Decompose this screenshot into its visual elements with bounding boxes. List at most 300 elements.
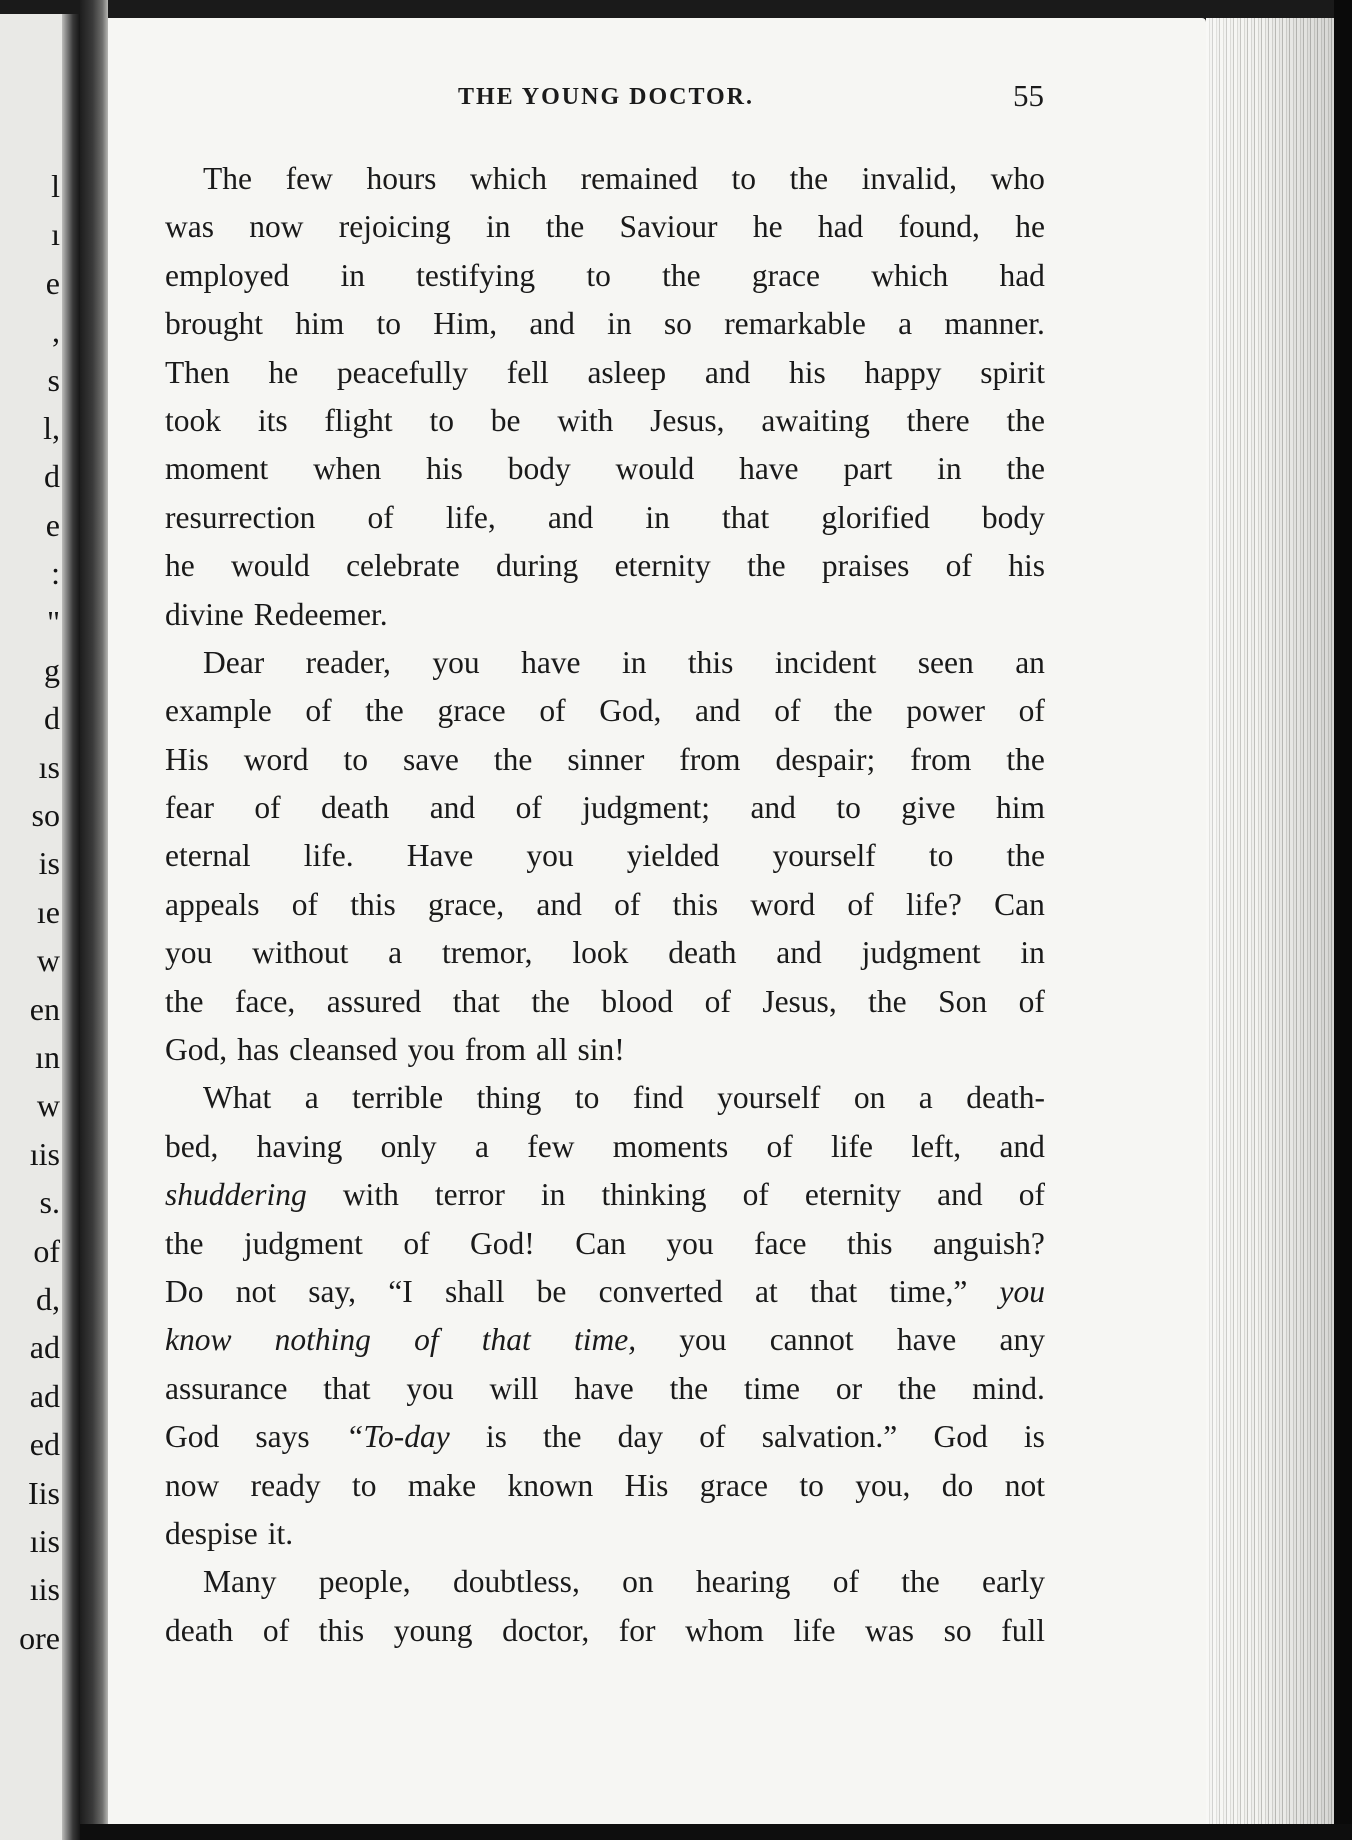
word: when (313, 451, 382, 487)
word: had (999, 257, 1045, 293)
word: rejoicing (338, 209, 451, 245)
word: judgment (861, 935, 981, 971)
word: God! (470, 1225, 535, 1261)
word: Can (575, 1225, 626, 1261)
text-line (165, 1074, 1045, 1122)
word: the (1006, 451, 1045, 487)
facing-fragment: ı (51, 216, 60, 253)
word: you, (855, 1467, 911, 1503)
word: from (464, 1032, 527, 1068)
text-line (165, 1220, 1045, 1268)
word: time, (573, 1322, 637, 1358)
word: he (268, 354, 299, 390)
word: of (766, 1128, 793, 1164)
word: of (832, 1564, 859, 1600)
word: doubtless, (452, 1564, 580, 1600)
word: in (937, 451, 962, 487)
facing-fragment: ın (35, 1039, 60, 1076)
word: to (731, 161, 756, 196)
word: full (1001, 1612, 1045, 1648)
word: eternal (165, 838, 251, 874)
text-line (165, 1171, 1045, 1219)
word: of (414, 1322, 439, 1358)
word: the (868, 983, 907, 1019)
scanner-bottom-edge (80, 1824, 1352, 1840)
word: that (323, 1370, 371, 1406)
word: Have (406, 838, 474, 874)
facing-fragment: of (33, 1232, 60, 1269)
word: people, (318, 1564, 411, 1600)
word: seen (917, 644, 974, 680)
word: be (490, 402, 521, 438)
word: which (871, 257, 949, 293)
word: the (1006, 838, 1045, 874)
word: moment (165, 451, 269, 487)
facing-page (0, 14, 80, 1840)
scanner-edge (1334, 0, 1352, 1840)
word: and (529, 306, 575, 342)
word: you (999, 1273, 1045, 1309)
word: from (910, 741, 972, 777)
word: flight (324, 402, 393, 438)
word: in (340, 257, 365, 293)
word: save (402, 741, 459, 777)
word: says (255, 1419, 310, 1455)
word: grace (699, 1467, 768, 1503)
word: during (496, 548, 579, 584)
word: Son (938, 983, 988, 1019)
word: you (666, 1225, 714, 1261)
facing-fragment: g (44, 651, 60, 688)
word: and (704, 354, 751, 390)
word: the (531, 983, 570, 1019)
word: him (995, 790, 1045, 826)
running-title: THE YOUNG DOCTOR. (457, 84, 755, 110)
text-line (165, 1365, 1045, 1413)
paragraph (165, 1074, 1045, 1558)
facing-fragment: ıs (38, 748, 60, 785)
word: bed, (165, 1128, 219, 1164)
word: his (426, 451, 463, 487)
word: his (789, 354, 826, 390)
word: that (722, 499, 770, 535)
word: whom (685, 1612, 764, 1648)
word: on (622, 1564, 654, 1600)
word: this (672, 886, 719, 922)
text-line (165, 1510, 1045, 1558)
word: he (165, 548, 195, 584)
word: and (937, 1177, 983, 1213)
word: yielded (626, 838, 720, 874)
word: the (1006, 741, 1045, 777)
word: death (668, 935, 737, 971)
word: the (365, 693, 404, 729)
word: you (526, 838, 574, 874)
word: few (285, 161, 333, 196)
word: of (305, 693, 332, 729)
text-line (165, 1462, 1045, 1510)
facing-fragment: d, (36, 1280, 60, 1317)
word: appeals (165, 886, 260, 922)
word: life? (905, 886, 962, 922)
word: thing (476, 1080, 542, 1116)
word: have (896, 1322, 957, 1358)
word: hours (366, 161, 437, 196)
word: divine (165, 596, 244, 632)
word: of (704, 983, 731, 1019)
word: manner. (944, 306, 1045, 342)
word: His (165, 741, 209, 777)
word: to (376, 306, 402, 342)
facing-fragment: is (38, 845, 60, 882)
word: on (853, 1080, 886, 1116)
word: assurance (165, 1370, 288, 1406)
word: judgment; (582, 790, 711, 826)
word: that (481, 1322, 531, 1358)
word: sinner (567, 741, 645, 777)
facing-fragment: w (36, 942, 60, 979)
facing-fragment: e (45, 506, 60, 543)
word: terror (434, 1177, 505, 1213)
word: in (645, 499, 670, 535)
word: of (847, 886, 874, 922)
facing-fragment: ıe (36, 893, 60, 930)
word: body (981, 499, 1045, 535)
word: to (429, 402, 454, 438)
word: now (165, 1467, 220, 1503)
word: and (695, 693, 741, 729)
word: remarkable (724, 306, 866, 342)
word: or (835, 1370, 863, 1406)
word: there (906, 402, 970, 438)
word: do (941, 1467, 974, 1503)
word: who (990, 161, 1045, 196)
word: sin! (577, 1032, 625, 1068)
word: give (901, 790, 956, 826)
word: of (1018, 693, 1045, 729)
facing-fragment: : (51, 555, 60, 592)
word: to (928, 838, 954, 874)
word: so (943, 1612, 972, 1648)
word: now (249, 209, 304, 245)
word: death (321, 790, 390, 826)
word: of (367, 499, 394, 535)
word: having (256, 1128, 343, 1164)
running-head (168, 78, 1044, 118)
word: the (834, 693, 873, 729)
word: of (403, 1225, 430, 1261)
word: nothing (274, 1322, 371, 1358)
word: power (906, 693, 985, 729)
word: early (982, 1564, 1045, 1600)
word: that (809, 1273, 858, 1309)
word: with (557, 402, 614, 438)
word: “I (388, 1273, 413, 1309)
word: life (831, 1128, 874, 1164)
word: remained (580, 161, 698, 196)
word: yourself (772, 838, 876, 874)
text-line (165, 445, 1045, 493)
word: found, (898, 209, 980, 245)
word: the (545, 209, 585, 245)
word: in (540, 1177, 566, 1213)
word: be (536, 1273, 567, 1309)
word: face, (234, 983, 296, 1019)
word: ready (250, 1467, 321, 1503)
word: from (679, 741, 741, 777)
word: peacefully (336, 354, 469, 390)
word: you (679, 1322, 727, 1358)
word: anguish? (932, 1225, 1045, 1261)
word: know (165, 1322, 232, 1358)
word: Redeemer. (253, 596, 388, 632)
word: God (165, 1419, 220, 1455)
word: terrible (352, 1080, 444, 1116)
facing-fragment: ed (29, 1426, 60, 1463)
word: of (539, 693, 566, 729)
word: life (793, 1612, 836, 1648)
word: this (350, 886, 396, 922)
word: and (536, 886, 582, 922)
word: its (257, 402, 288, 438)
word: you (406, 1370, 454, 1406)
word: salvation.” (761, 1419, 898, 1455)
word: will (489, 1370, 539, 1406)
word: hearing (695, 1564, 791, 1600)
text-line (165, 929, 1045, 977)
word: to (351, 1467, 377, 1503)
word: face (754, 1225, 807, 1261)
word: tremor, (441, 935, 533, 971)
word: look (572, 935, 629, 971)
word: not (1004, 1467, 1045, 1503)
text-line (165, 687, 1045, 735)
word: to (343, 741, 368, 777)
word: Saviour (619, 209, 718, 245)
word: judgment (243, 1225, 363, 1261)
word: body (507, 451, 571, 487)
text-line (165, 1123, 1045, 1171)
text-line (165, 591, 1045, 639)
word: have (574, 1370, 634, 1406)
text-line (165, 252, 1045, 300)
word: reader, (305, 644, 391, 680)
facing-fragment: ore (19, 1619, 60, 1656)
word: of (254, 790, 281, 826)
word: for (618, 1612, 656, 1648)
paragraph (165, 155, 1045, 639)
text-line (165, 494, 1045, 542)
word: fear (165, 790, 214, 826)
word: in (1020, 935, 1045, 971)
word: make (407, 1467, 477, 1503)
word: at (755, 1273, 778, 1309)
word: example (165, 693, 272, 729)
word: he (1015, 209, 1045, 245)
facing-page-gutter (62, 14, 80, 1840)
word: have (739, 451, 799, 487)
word: of (945, 548, 972, 584)
word: of (614, 886, 641, 922)
word: Jesus, (762, 983, 837, 1019)
word: and (547, 499, 594, 535)
word: this (687, 644, 734, 680)
word: the (493, 741, 533, 777)
facing-fragment: ıis (29, 1522, 60, 1559)
word: of (774, 693, 801, 729)
word: death (165, 1612, 234, 1648)
word: find (632, 1080, 684, 1116)
word: converted (598, 1273, 723, 1309)
word: without (252, 935, 349, 971)
facing-fragment: l (51, 168, 60, 204)
facing-page-fragments (19, 162, 60, 1662)
text-line (165, 1558, 1045, 1606)
facing-fragment: d (44, 458, 60, 495)
word: word (243, 741, 309, 777)
word: cannot (769, 1322, 854, 1358)
word: few (527, 1128, 575, 1164)
word: and (429, 790, 476, 826)
text-line (165, 832, 1045, 880)
text-line (165, 881, 1045, 929)
word: yourself (717, 1080, 821, 1116)
facing-fragment: w (36, 1087, 60, 1124)
text-line (165, 736, 1045, 784)
word: mind. (972, 1370, 1045, 1406)
word: The (203, 161, 252, 196)
book-spine (80, 0, 108, 1840)
word: incident (774, 644, 877, 680)
word: he (752, 209, 783, 245)
word: the (789, 161, 829, 196)
word: God (933, 1419, 988, 1455)
word: What (203, 1080, 272, 1116)
text-line (165, 1268, 1045, 1316)
word: took (165, 402, 222, 438)
word: the (901, 1564, 940, 1600)
word: doctor, (502, 1612, 590, 1648)
paragraph (165, 1558, 1045, 1655)
word: the (747, 548, 786, 584)
word: in (607, 306, 632, 342)
word: time (743, 1370, 800, 1406)
facing-fragment: , (52, 313, 60, 350)
text-line (165, 1607, 1045, 1655)
word: Do (165, 1273, 204, 1309)
word: in (486, 209, 511, 245)
word: is (485, 1419, 507, 1455)
word: would (231, 548, 310, 584)
word: the (669, 1370, 709, 1406)
word: Can (994, 886, 1045, 922)
word: fell (506, 354, 549, 390)
text-line (165, 397, 1045, 445)
word: invalid, (861, 161, 958, 196)
word: any (999, 1322, 1045, 1358)
word: the (165, 983, 204, 1019)
word: asleep (587, 354, 667, 390)
text-line (165, 300, 1045, 348)
word: praises (821, 548, 910, 584)
word: only (380, 1128, 437, 1164)
word: word (750, 886, 816, 922)
word: Him, (433, 306, 498, 342)
word: that (452, 983, 500, 1019)
word: God, (165, 1032, 228, 1068)
paragraph (165, 639, 1045, 1075)
word: happy (864, 354, 942, 390)
word: His (624, 1467, 669, 1503)
facing-fragment: ıis (29, 1135, 60, 1172)
word: employed (165, 257, 290, 293)
facing-fragment: ad (29, 1329, 60, 1366)
word: grace, (428, 886, 505, 922)
word: known (507, 1467, 594, 1503)
word: had (817, 209, 864, 245)
facing-fragment: so (31, 797, 60, 834)
text-line (165, 542, 1045, 590)
word: is (1023, 1419, 1045, 1455)
word: grace (437, 693, 506, 729)
word: and (999, 1128, 1045, 1164)
text-line (165, 1413, 1045, 1461)
facing-fragment: en (29, 990, 60, 1027)
word: Dear (203, 644, 265, 680)
facing-fragment: " (46, 603, 60, 640)
word: awaiting (761, 402, 870, 438)
word: life, (445, 499, 496, 535)
word: brought (165, 306, 263, 342)
word: this (318, 1612, 365, 1648)
text-line (165, 349, 1045, 397)
facing-fragment: Iis (28, 1474, 60, 1511)
word: shall (444, 1273, 505, 1309)
word: to (574, 1080, 600, 1116)
word: thinking (601, 1177, 707, 1213)
word: assured (326, 983, 422, 1019)
word: this (846, 1225, 893, 1261)
word: him (295, 306, 345, 342)
word: which (470, 161, 548, 196)
word: a (474, 1128, 489, 1164)
word: young (393, 1612, 473, 1648)
word: of (1018, 983, 1045, 1019)
facing-fragment: s (47, 361, 60, 398)
word: celebrate (346, 548, 460, 584)
word: has (237, 1032, 280, 1068)
word: despise (165, 1515, 258, 1551)
word: God, (599, 693, 662, 729)
word: left, (911, 1128, 962, 1164)
word: a (898, 306, 913, 342)
word: you (432, 644, 480, 680)
word: Many (203, 1564, 277, 1600)
word: the (543, 1419, 582, 1455)
word: have (521, 644, 581, 680)
word: and (776, 935, 822, 971)
word: the (897, 1370, 937, 1406)
word: an (1015, 644, 1045, 680)
text-line (165, 1026, 1045, 1074)
facing-fragment: s. (39, 1184, 60, 1221)
word: the (165, 1225, 204, 1261)
word: “To-day (345, 1419, 450, 1455)
word: would (615, 451, 695, 487)
word: Jesus, (650, 402, 725, 438)
word: not (235, 1273, 276, 1309)
word: you (407, 1032, 455, 1068)
